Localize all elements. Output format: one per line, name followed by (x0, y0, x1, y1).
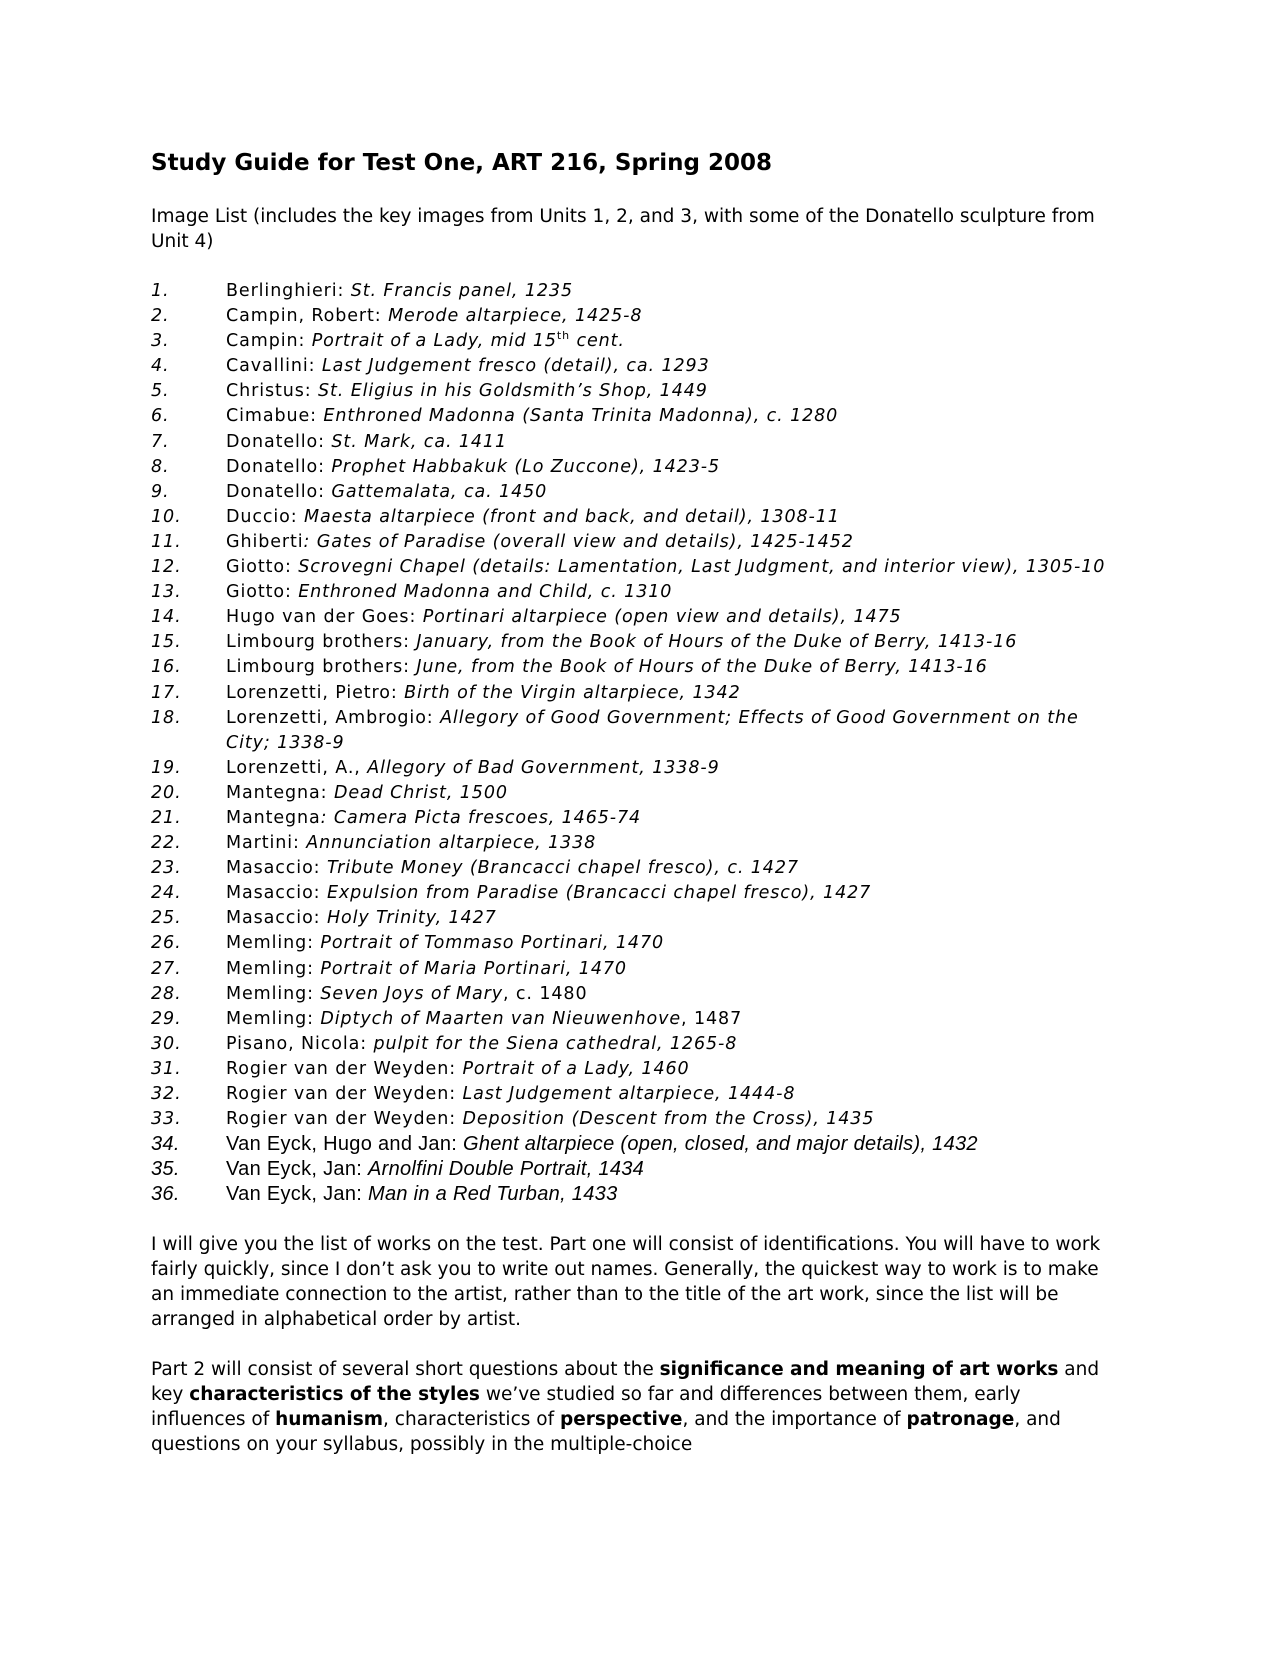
item-number: 25. (151, 908, 182, 929)
list-item (151, 630, 1121, 655)
item-text (226, 982, 1121, 1007)
item-number: 23. (151, 858, 182, 879)
item-text (226, 279, 1121, 304)
list-item (151, 555, 1121, 580)
item-text (226, 580, 1121, 605)
item-number: 33. (151, 1109, 182, 1130)
item-artist: Masaccio: (226, 883, 327, 904)
list-item (151, 982, 1121, 1007)
item-text (226, 1132, 1121, 1157)
list-item (151, 806, 1121, 831)
item-text (226, 756, 1121, 781)
item-artist: Memling: (226, 1008, 321, 1029)
item-artist: Donatello: (226, 431, 332, 452)
item-text (226, 781, 1121, 806)
item-text (226, 304, 1121, 329)
item-artist: Memling: (226, 933, 321, 954)
item-number: 4. (151, 356, 170, 377)
item-title: : Camera Picta frescoes, 1465-74 (320, 807, 642, 828)
item-title: Annunciation altarpiece, 1338 (306, 833, 597, 854)
item-number: 11. (151, 531, 182, 552)
list-item (151, 354, 1121, 379)
item-artist: Van Eyck, Jan: (226, 1158, 368, 1181)
list-item (151, 756, 1121, 781)
item-number: 35. (151, 1158, 180, 1181)
item-title: Portrait of a Lady, mid 15 (311, 331, 557, 352)
item-title: Seven Joys of Mary (320, 983, 503, 1004)
item-artist: Campin: (226, 331, 312, 352)
item-title: Allegory of Good Government; Effects of Good Government on the City; 1338-9 (226, 707, 1079, 753)
item-number: 2. (151, 306, 170, 327)
item-number: 30. (151, 1033, 182, 1054)
item-artist: Masaccio: (226, 858, 327, 879)
item-number: 16. (151, 657, 182, 678)
emphasis-text: humanism (275, 1409, 384, 1431)
item-artist: Pisano, Nicola: (226, 1033, 374, 1054)
item-title: Tribute Money (Brancacci chapel fresco), c. 1427 (326, 858, 799, 879)
emphasis-text: significance and meaning of art works (659, 1359, 1059, 1381)
document-title: Study Guide for Test One, ART 216, Spring 2008 (151, 150, 772, 176)
item-artist: Masaccio: (226, 908, 327, 929)
list-item (151, 681, 1121, 706)
item-number: 21. (151, 807, 182, 828)
item-artist: Memling: (226, 958, 321, 979)
item-title: Merode altarpiece, 1425-8 (388, 306, 643, 327)
item-title: Maesta altarpiece (front and back, and detail), 1308-11 (304, 506, 840, 527)
item-title: St. Francis panel, 1235 (350, 281, 573, 301)
item-text (226, 957, 1121, 982)
item-artist: Ghiberti (226, 531, 304, 552)
list-item (151, 781, 1121, 806)
item-title: Man in a Red Turban, 1433 (367, 1183, 618, 1206)
emphasis-text: perspective (559, 1409, 683, 1431)
paragraph-part-one: I will give you the list of works on the test. Part one will consist of identifications. You will have to work fairly quickly, since I don’t ask you to write out names. Generally, the quickest way to work is to make an immediate connection to the artist, rather than to the title of the art work, since the list will be arranged in alphabetical order by artist. (151, 1234, 1101, 1331)
item-title: Portrait of a Lady, 1460 (462, 1058, 690, 1079)
item-title: Ghent altarpiece (open, closed, and major details), 1432 (462, 1133, 978, 1156)
item-number: 29. (151, 1008, 182, 1029)
item-title: St. Mark, ca. 1411 (331, 431, 508, 452)
paragraph-text: we’ve studied so far and differences between them, early influences of (151, 1384, 1021, 1431)
item-artist: Rogier van der Weyden: (226, 1058, 463, 1079)
item-number: 24. (151, 883, 182, 904)
item-text (226, 1057, 1121, 1082)
item-title: Last Judgement fresco (detail), ca. 1293 (321, 356, 710, 377)
list-item (151, 1182, 1121, 1207)
list-item (151, 279, 1121, 304)
item-number: 6. (151, 406, 170, 427)
item-artist: Hugo van der Goes: (226, 607, 423, 628)
item-artist: Duccio: (226, 506, 305, 527)
item-title: Dead Christ, 1500 (333, 782, 508, 803)
list-item (151, 1082, 1121, 1107)
item-artist: Lorenzetti, A., (226, 757, 368, 778)
item-artist: Limbourg brothers: (226, 632, 417, 653)
list-item (151, 505, 1121, 530)
document-page (151, 148, 1121, 1457)
item-artist: Lorenzetti, Ambrogio: (226, 707, 441, 728)
item-number: 26. (151, 933, 182, 954)
item-artist: Lorenzetti, Pietro: (226, 682, 405, 703)
list-item (151, 430, 1121, 455)
item-number: 32. (151, 1084, 182, 1104)
item-text (226, 931, 1121, 956)
item-number: 5. (151, 381, 170, 402)
item-title: Arnolfini Double Portrait, 1434 (367, 1158, 645, 1181)
item-title: June, from the Book of Hours of the Duke of Berry, 1413-16 (416, 657, 988, 678)
item-title: Last Judgement altarpiece, 1444-8 (462, 1084, 796, 1104)
item-title: Deposition (Descent from the Cross), 1435 (462, 1109, 875, 1130)
list-item (151, 931, 1121, 956)
item-artist: Mantegna: (226, 782, 334, 803)
item-artist: Martini: (226, 833, 307, 854)
item-text (226, 856, 1121, 881)
item-text (226, 655, 1121, 680)
item-text (226, 906, 1121, 931)
item-artist: Donatello: (226, 481, 332, 502)
item-text (226, 1107, 1121, 1132)
item-number: 8. (151, 456, 170, 477)
item-number: 28. (151, 983, 182, 1004)
item-artist: Giotto: (226, 582, 299, 603)
list-item (151, 906, 1121, 931)
item-number: 1. (151, 281, 170, 301)
item-artist: Giotto: (226, 557, 299, 578)
item-number: 36. (151, 1183, 180, 1206)
item-text (226, 605, 1121, 630)
item-artist: Mantegna (226, 807, 321, 828)
list-item (151, 1007, 1121, 1032)
list-item (151, 957, 1121, 982)
item-number: 10. (151, 506, 182, 527)
item-artist: Van Eyck, Hugo and Jan: (226, 1133, 463, 1156)
item-text (226, 455, 1121, 480)
item-text (226, 881, 1121, 906)
item-number: 17. (151, 682, 182, 703)
item-number: 7. (151, 431, 170, 452)
list-item (151, 1157, 1121, 1182)
list-item (151, 655, 1121, 680)
paragraph-text: , and the importance of (682, 1409, 907, 1431)
item-text (226, 379, 1121, 404)
paragraph-text: and key (151, 1359, 1100, 1406)
list-item (151, 1132, 1121, 1157)
list-item (151, 881, 1121, 906)
item-text (226, 831, 1121, 856)
item-number: 13. (151, 582, 182, 603)
list-item (151, 856, 1121, 881)
item-number: 31. (151, 1058, 182, 1079)
list-item (151, 480, 1121, 505)
list-item (151, 455, 1121, 480)
item-text (226, 1082, 1121, 1107)
item-title: Portrait of Maria Portinari, 1470 (320, 958, 627, 979)
item-text (226, 1032, 1121, 1057)
item-title-superscript: th (556, 329, 571, 343)
item-text (226, 354, 1121, 379)
list-item (151, 1107, 1121, 1132)
item-title: Prophet Habbakuk (Lo Zuccone), 1423-5 (331, 456, 720, 477)
paragraph-text: , characteristics of (383, 1409, 560, 1431)
item-artist: Berlinghieri: (226, 281, 351, 301)
item-artist: Rogier van der Weyden: (226, 1084, 463, 1104)
paragraph-part-two (151, 1357, 1121, 1457)
item-number: 9. (151, 481, 170, 502)
item-title: Holy Trinity, 1427 (326, 908, 497, 929)
item-number: 12. (151, 557, 182, 578)
item-number: 27. (151, 958, 182, 979)
list-item (151, 304, 1121, 329)
list-item (151, 404, 1121, 429)
item-title: Gattemalata, ca. 1450 (331, 481, 548, 502)
item-title: Scrovegni Chapel (details: Lamentation, Last Judgment, and interior view), 1305-10 (298, 557, 1106, 578)
list-item (151, 530, 1121, 555)
item-number: 20. (151, 782, 182, 803)
item-number: 34. (151, 1133, 180, 1156)
item-text (226, 480, 1121, 505)
list-item (151, 1057, 1121, 1082)
item-text (226, 404, 1121, 429)
image-list (151, 279, 1121, 1207)
item-text (226, 505, 1121, 530)
item-number: 15. (151, 632, 182, 653)
list-item (151, 706, 1121, 756)
item-text (226, 1007, 1121, 1032)
item-artist: Rogier van der Weyden: (226, 1109, 463, 1130)
item-text (226, 706, 1121, 756)
emphasis-text: patronage (906, 1409, 1015, 1431)
item-artist: Campin, Robert: (226, 306, 389, 327)
item-title: Diptych of Maarten van Nieuwenhove (320, 1008, 682, 1029)
item-artist: Christus: (226, 381, 319, 402)
list-item (151, 379, 1121, 404)
list-item (151, 1032, 1121, 1057)
item-number: 18. (151, 707, 182, 728)
item-title-end: cent. (570, 331, 625, 352)
item-text (226, 530, 1121, 555)
list-item (151, 580, 1121, 605)
list-item (151, 605, 1121, 630)
item-title: Birth of the Virgin altarpiece, 1342 (404, 682, 741, 703)
item-text (226, 329, 1121, 354)
item-title: pulpit for the Siena cathedral, 1265-8 (373, 1033, 738, 1054)
item-title: : Gates of Paradise (overall view and details), 1425-1452 (303, 531, 854, 552)
item-artist: Limbourg brothers: (226, 657, 417, 678)
item-text (226, 1182, 1121, 1207)
item-text (226, 1157, 1121, 1182)
emphasis-text: characteristics of the styles (189, 1384, 480, 1406)
item-number: 3. (151, 331, 170, 352)
image-list-intro: Image List (includes the key images from Units 1, 2, and 3, with some of the Donatello sculpture from Unit 4) (151, 206, 1095, 252)
item-artist: Van Eyck, Jan: (226, 1183, 368, 1206)
item-title: Enthroned Madonna (Santa Trinita Madonna), c. 1280 (323, 406, 839, 427)
item-text (226, 555, 1121, 580)
item-title: Portrait of Tommaso Portinari, 1470 (320, 933, 665, 954)
item-text (226, 430, 1121, 455)
item-title: Portinari altarpiece (open view and details), 1475 (422, 607, 902, 628)
item-title: Enthroned Madonna and Child, c. 1310 (298, 582, 673, 603)
item-text (226, 681, 1121, 706)
item-title: January, from the Book of Hours of the Duke of Berry, 1413-16 (416, 632, 1018, 653)
list-item (151, 831, 1121, 856)
item-text (226, 630, 1121, 655)
list-item (151, 329, 1121, 354)
item-artist: Memling: (226, 983, 321, 1004)
item-artist: Cavallini: (226, 356, 322, 377)
item-date: , c. 1480 (502, 983, 588, 1004)
item-title: Expulsion from Paradise (Brancacci chapel fresco), 1427 (326, 883, 872, 904)
item-title: Allegory of Bad Government, 1338-9 (367, 757, 720, 778)
item-number: 22. (151, 833, 182, 854)
paragraph-text: , and questions on your syllabus, possibly in the multiple-choice (151, 1409, 1061, 1456)
item-title: St. Eligius in his Goldsmith’s Shop, 1449 (318, 381, 708, 402)
item-artist: Cimabue: (226, 406, 324, 427)
paragraph-text: Part 2 will consist of several short questions about the (151, 1359, 660, 1381)
item-artist: Donatello: (226, 456, 332, 477)
item-text (226, 806, 1121, 831)
item-number: 14. (151, 607, 182, 628)
item-date: , 1487 (681, 1008, 743, 1029)
item-number: 19. (151, 757, 182, 778)
